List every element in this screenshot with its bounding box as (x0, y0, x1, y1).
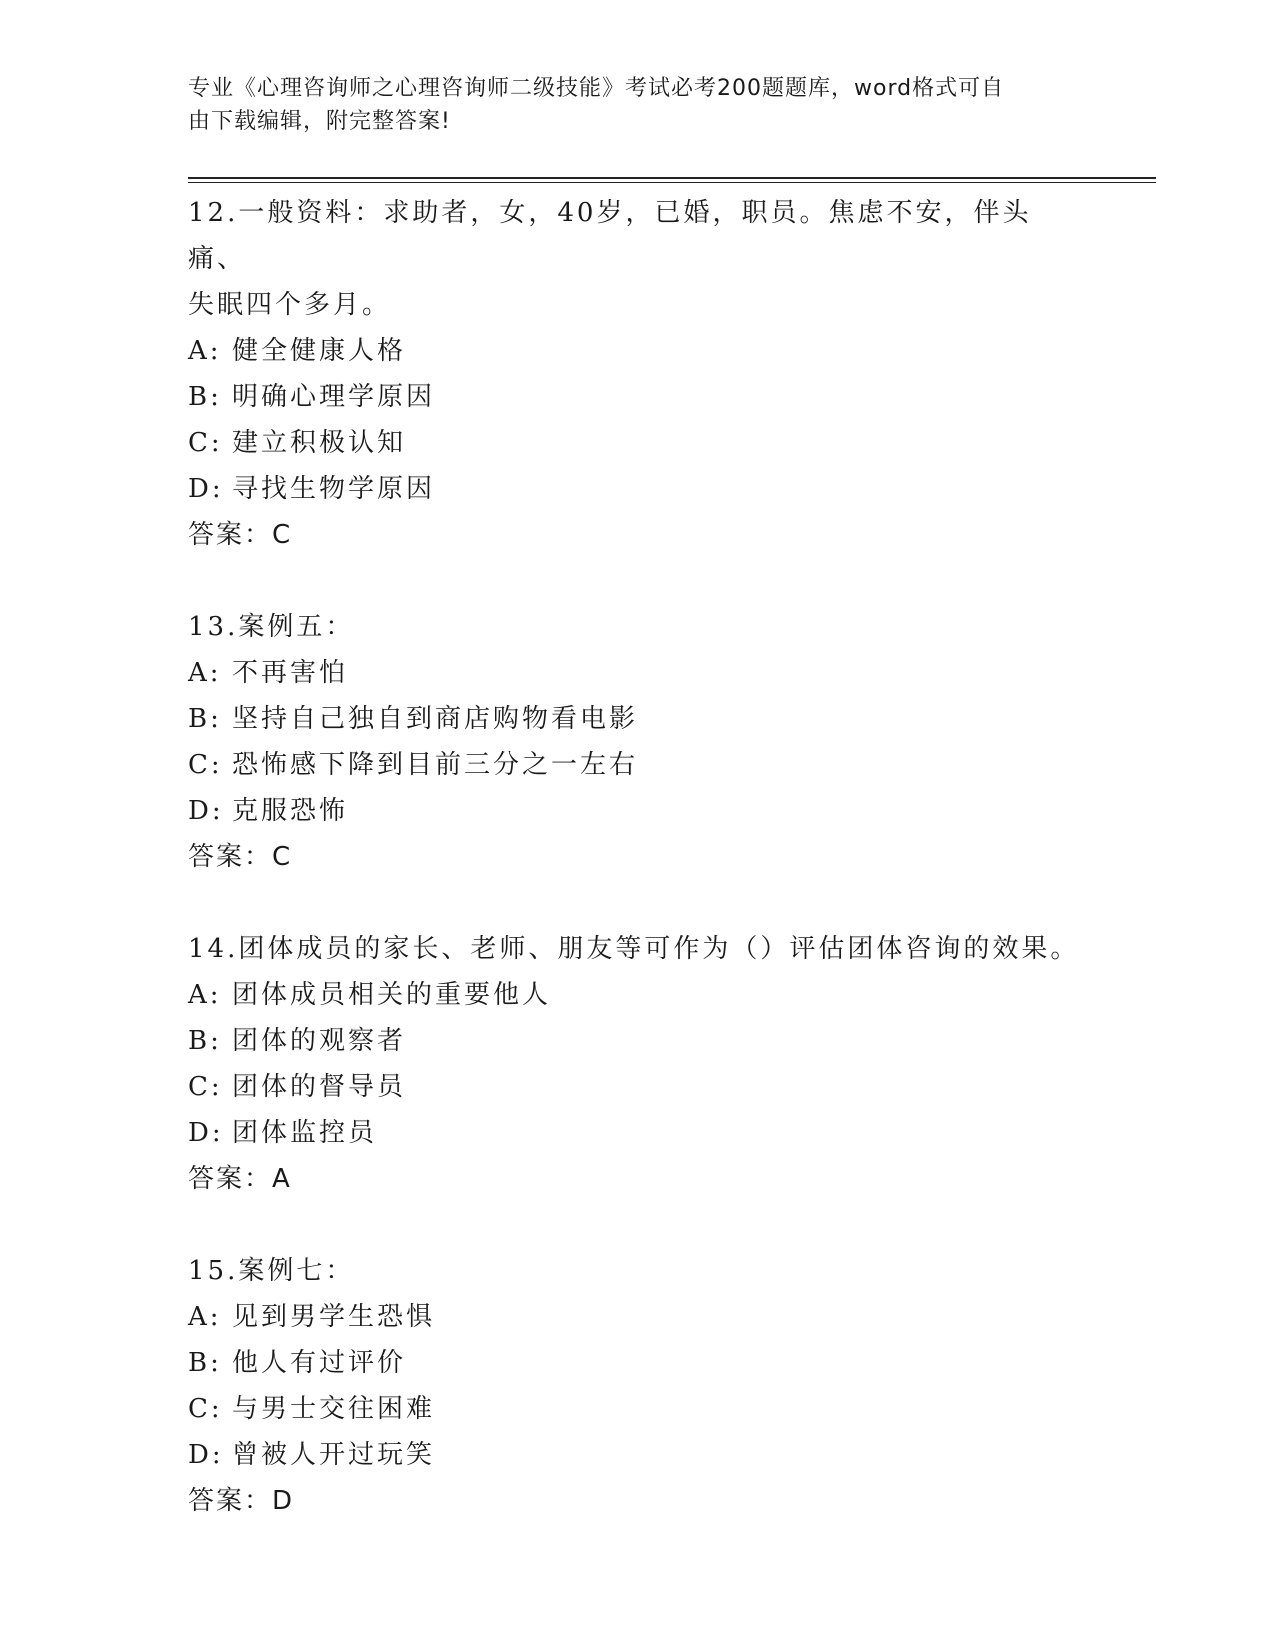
option-letter: D: (188, 1118, 224, 1148)
question-13 (188, 604, 1088, 880)
question-12 (188, 190, 1088, 558)
option-text: 曾被人开过玩笑 (232, 1440, 436, 1470)
question-stem-text: 案例五： (238, 612, 355, 642)
option-c (188, 742, 1088, 788)
question-number: 13. (188, 612, 239, 642)
option-a (188, 328, 1088, 374)
option-c (188, 1386, 1088, 1432)
option-d (188, 1110, 1088, 1156)
option-text: 见到男学生恐惧 (232, 1302, 436, 1332)
header-divider-thick (188, 177, 1156, 179)
header-line-1: 专业《心理咨询师之心理咨询师二级技能》考试必考200题题库，word格式可自 (188, 76, 1005, 101)
answer-value: A (272, 1164, 292, 1194)
option-a (188, 972, 1088, 1018)
question-stem-text: 一般资料：求助者，女，40岁，已婚，职员。焦虑不安，伴头痛、 (188, 198, 1032, 274)
question-number: 15. (188, 1256, 239, 1286)
option-text: 建立积极认知 (232, 428, 407, 458)
option-text: 健全健康人格 (232, 336, 407, 366)
question-stem (188, 604, 1088, 650)
answer-label: 答案： (188, 1164, 273, 1194)
option-letter: D: (188, 474, 224, 504)
option-letter: C: (188, 1394, 223, 1424)
option-c (188, 420, 1088, 466)
option-letter: B: (188, 382, 222, 412)
answer-value: C (272, 842, 293, 872)
option-a (188, 650, 1088, 696)
question-list (188, 190, 1088, 1570)
answer-value: C (272, 520, 293, 550)
option-text: 与男士交往困难 (232, 1394, 436, 1424)
option-text: 克服恐怖 (232, 796, 349, 826)
option-d (188, 1432, 1088, 1478)
option-letter: A: (188, 980, 222, 1010)
header-line-2: 由下载编辑，附完整答案! (188, 109, 451, 134)
question-stem (188, 926, 1088, 972)
answer-label: 答案： (188, 1486, 273, 1516)
option-letter: C: (188, 428, 223, 458)
option-text: 寻找生物学原因 (232, 474, 436, 504)
option-b (188, 1340, 1088, 1386)
option-letter: A: (188, 658, 222, 688)
option-text: 明确心理学原因 (232, 382, 436, 412)
answer-value: D (272, 1486, 295, 1516)
option-letter: B: (188, 1348, 222, 1378)
option-b (188, 1018, 1088, 1064)
option-letter: B: (188, 1026, 222, 1056)
option-text: 团体的督导员 (232, 1072, 407, 1102)
question-stem (188, 190, 1088, 282)
answer-label: 答案： (188, 520, 273, 550)
option-text: 他人有过评价 (232, 1348, 407, 1378)
question-14 (188, 926, 1088, 1202)
answer-line (188, 1478, 1088, 1524)
option-letter: B: (188, 704, 222, 734)
option-letter: A: (188, 1302, 222, 1332)
answer-line (188, 512, 1088, 558)
option-text: 团体的观察者 (232, 1026, 407, 1056)
question-15 (188, 1248, 1088, 1524)
option-d (188, 466, 1088, 512)
question-number: 14. (188, 934, 239, 964)
answer-line (188, 834, 1088, 880)
option-c (188, 1064, 1088, 1110)
document-header (188, 72, 1068, 138)
option-a (188, 1294, 1088, 1340)
question-stem-text: 团体成员的家长、老师、朋友等可作为（）评估团体咨询的效果。 (238, 934, 1080, 964)
answer-line (188, 1156, 1088, 1202)
option-b (188, 696, 1088, 742)
option-letter: C: (188, 750, 223, 780)
option-d (188, 788, 1088, 834)
option-letter: D: (188, 796, 224, 826)
option-text: 恐怖感下降到目前三分之一左右 (232, 750, 639, 780)
option-text: 不再害怕 (232, 658, 349, 688)
question-number: 12. (188, 198, 239, 228)
option-b (188, 374, 1088, 420)
option-text: 团体监控员 (232, 1118, 378, 1148)
question-stem-text: 案例七： (238, 1256, 355, 1286)
option-text: 坚持自己独自到商店购物看电影 (232, 704, 639, 734)
question-stem-continued: 失眠四个多月。 (188, 290, 392, 320)
question-stem (188, 1248, 1088, 1294)
option-letter: D: (188, 1440, 224, 1470)
answer-label: 答案： (188, 842, 273, 872)
header-divider-thin (188, 182, 1156, 183)
option-letter: C: (188, 1072, 223, 1102)
option-letter: A: (188, 336, 222, 366)
option-text: 团体成员相关的重要他人 (232, 980, 552, 1010)
